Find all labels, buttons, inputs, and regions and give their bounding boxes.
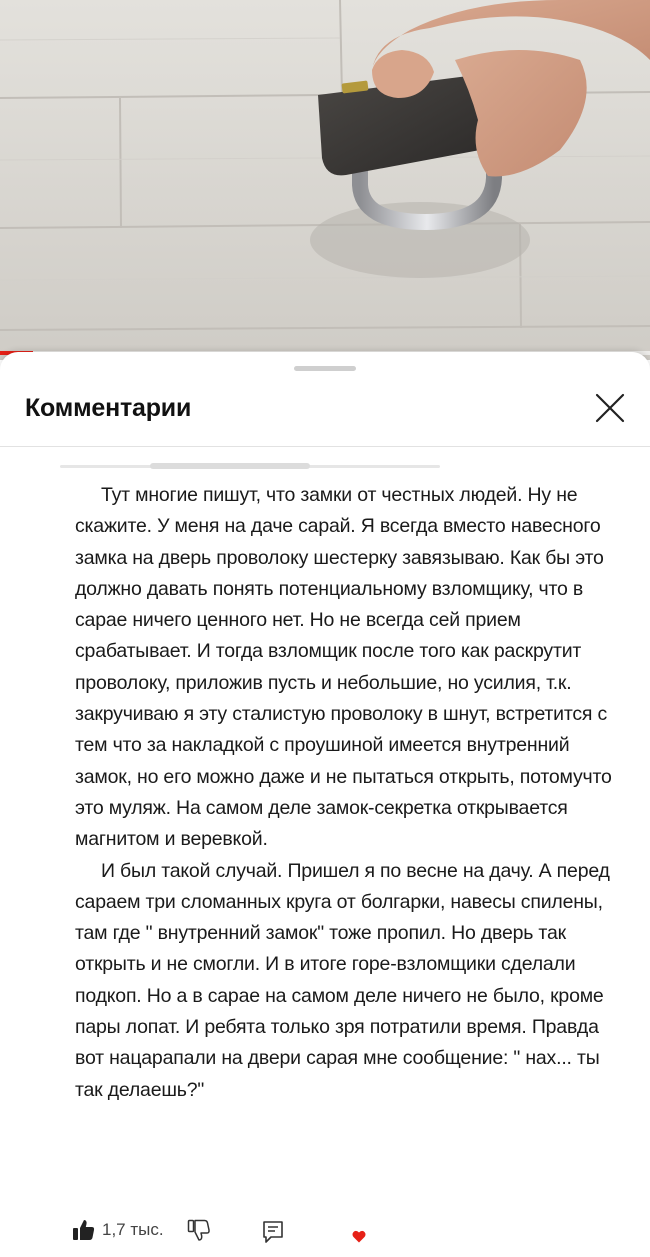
dislike-button[interactable] [187, 1218, 211, 1247]
close-button[interactable] [590, 388, 630, 428]
comment-actions [0, 1214, 650, 1254]
drag-handle[interactable] [294, 366, 356, 371]
thumbs-up-icon [72, 1218, 96, 1242]
like-button[interactable] [72, 1218, 164, 1242]
comment-paragraph: И был такой случай. Пришел я по весне на дачу. А перед сараем три сломанных круга от болгарки, навесы спилены, там где " внутренний замок" тоже пропил. Но дверь так открыть и не смогли. И в итоге горе-взломщики сделали подкоп. Но а в сарае на самом деле ничего не было, кроме пары лопат. И ребята только зря потратили время. Правда вот нацарапали на двери сарая мне сообщение: " нах... ты так делаешь?" [75, 859, 610, 1101]
video-frame-image [0, 0, 650, 360]
like-count: 1,7 тыс. [102, 1220, 164, 1239]
comment-paragraph: Тут многие пишут, что замки от честных людей. Ну не скажите. У меня на даче сарай. Я всегда вместо навесного замка на дверь проволоку шестерку завязываю. Как бы это должно давать понять потенциальному взломщику, что в сарае ничего ценного нет. Но не всегда сей прием срабатывает. И тогда взломщик после того как раскрутит проволоку, приложив пусть и небольшие, но усилия, т.к. закручиваю я эту сталистую проволоку в шнут, встретится с тем что за накладкой с проушиной имеется внутренний замок, но его можно даже и не пытаться открыть, потомучто это муляж. На самом деле замок-секретка открывается магнитом и веревкой. [75, 484, 612, 851]
sheet-header [0, 374, 650, 447]
blurred-author-line [60, 462, 440, 472]
heart-icon [352, 1230, 366, 1243]
close-icon [590, 388, 630, 428]
thumbs-down-icon [187, 1218, 211, 1242]
creator-heart-badge[interactable] [352, 1230, 366, 1248]
reply-button[interactable] [262, 1220, 284, 1249]
sheet-title: Комментарии [25, 394, 192, 422]
reply-icon [262, 1220, 284, 1244]
comment-text [75, 480, 615, 1106]
comments-sheet [0, 352, 650, 1257]
video-player[interactable] [0, 0, 650, 360]
